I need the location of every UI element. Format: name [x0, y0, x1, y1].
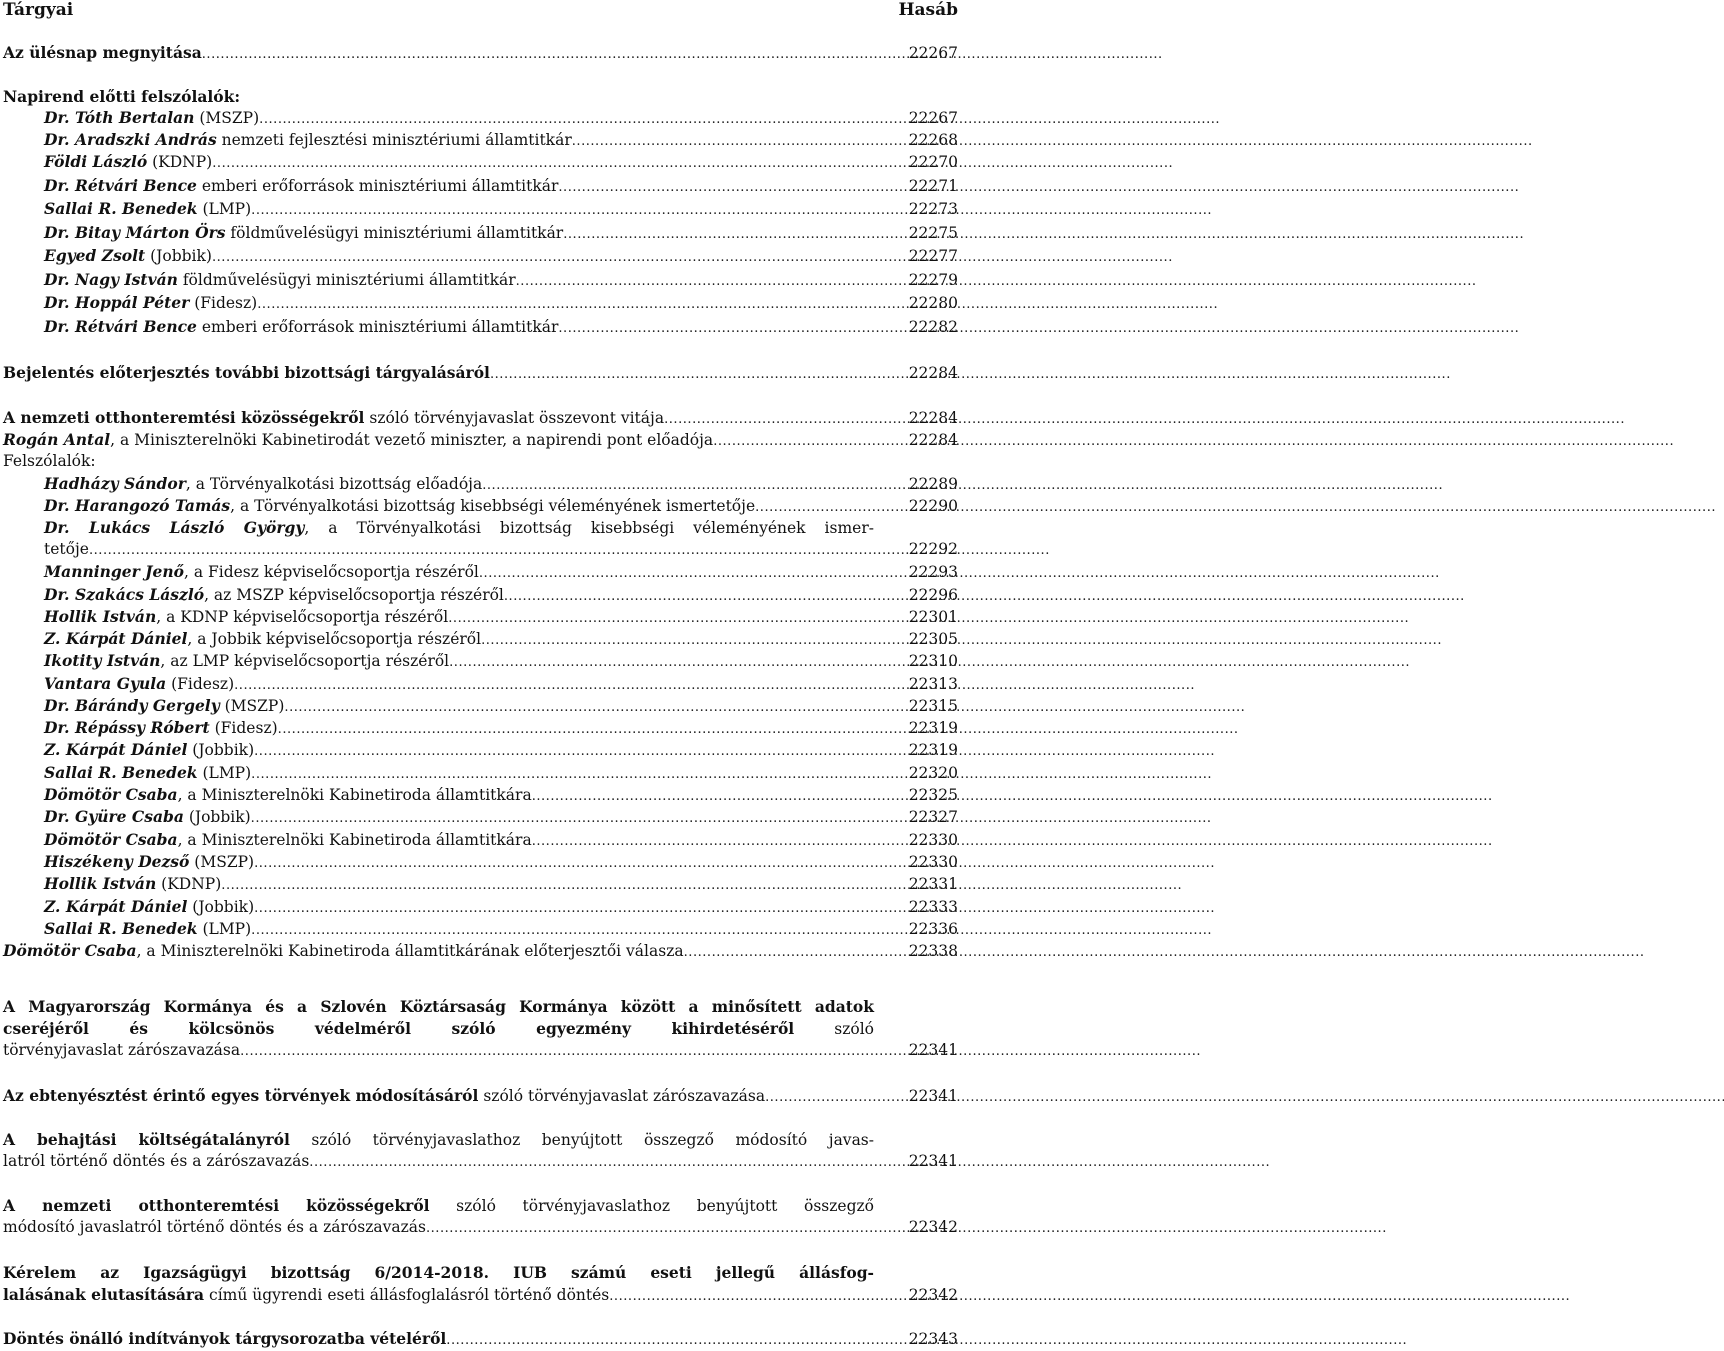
entry-emphasis: Z. Kárpát Dániel	[44, 629, 188, 648]
toc-entry[interactable]	[44, 292, 958, 315]
column-number: 22292	[908, 540, 958, 558]
entry-text: szóló törvényjavaslat összevont vitája	[364, 409, 665, 427]
column-number: 22336	[908, 920, 958, 938]
column-number: 22275	[908, 224, 958, 242]
entry-text: (KDNP)	[156, 875, 222, 893]
entry-text: , a Jobbik képviselőcsoportja részéről	[187, 630, 482, 648]
entry-title	[3, 407, 664, 429]
entry-emphasis: Egyed Zsolt	[44, 246, 146, 265]
column-number: 22310	[908, 652, 958, 670]
entry-title	[3, 42, 202, 64]
column-number: 22282	[908, 318, 958, 336]
column-number: 22279	[908, 271, 958, 289]
entry-title	[44, 269, 516, 291]
dot-leader	[479, 562, 908, 584]
entry-text: szóló törvényjavaslathoz benyújtott összegző módosító javas-	[289, 1131, 875, 1149]
toc-entry[interactable]	[44, 222, 958, 245]
entry-title	[44, 606, 448, 628]
entry-emphasis: Dr. Bárándy Gergely	[44, 696, 220, 715]
header-subjects: Tárgyai	[3, 0, 74, 20]
dot-leader	[251, 199, 908, 221]
entry-emphasis: Hollik István	[44, 874, 157, 893]
dot-leader	[251, 919, 908, 941]
entry-title	[3, 1085, 765, 1107]
entry-emphasis: Dr. Nagy István	[44, 270, 178, 289]
dot-leader	[251, 807, 908, 829]
toc-entry[interactable]	[44, 561, 958, 584]
entry-text: latról történő döntés és a zárószavazás	[3, 1152, 310, 1170]
entry-text: , a Törvényalkotási bizottság kisebbségi véleményének ismertetője	[230, 497, 756, 515]
entry-emphasis: Z. Kárpát Dániel	[44, 740, 188, 759]
entry-title	[44, 896, 254, 918]
entry-title	[44, 829, 532, 851]
entry-text: (MSZP)	[189, 853, 255, 871]
entry-text: (Fidesz)	[189, 294, 258, 312]
dot-leader	[532, 785, 908, 807]
entry-text: emberi erőforrások minisztériumi államtitkár	[196, 318, 559, 336]
toc-entry[interactable]	[44, 129, 958, 152]
entry-emphasis: Napirend előtti felszólalók:	[3, 87, 241, 106]
entry-title	[3, 429, 713, 451]
toc-entry[interactable]	[44, 495, 958, 518]
column-number: 22271	[908, 177, 958, 195]
column-number: 22315	[908, 697, 958, 715]
entry-title	[44, 873, 221, 895]
entry-text: szóló törvényjavaslat zárószavazása	[478, 1087, 766, 1105]
entry-title	[3, 362, 490, 384]
entry-title	[44, 584, 504, 606]
entry-emphasis: Dr. Gyüre Csaba	[44, 807, 184, 826]
entry-text: , a Törvényalkotási bizottság előadója	[185, 475, 483, 493]
toc-entry[interactable]	[3, 42, 958, 65]
toc-entry-multiline[interactable]	[3, 1262, 958, 1307]
entry-title-lines	[3, 1195, 874, 1217]
toc-entry[interactable]	[44, 918, 958, 941]
entry-title	[44, 806, 251, 828]
toc-entry-multiline[interactable]	[3, 1129, 958, 1173]
header-column: Hasáb	[898, 0, 958, 20]
entry-emphasis: Dömötör Csaba	[44, 785, 178, 804]
toc-entry[interactable]	[44, 873, 958, 896]
dot-leader	[284, 696, 907, 718]
toc-entry[interactable]	[44, 107, 958, 130]
entry-text: Felszólalók:	[3, 452, 96, 470]
dot-leader	[254, 897, 908, 919]
toc-entry[interactable]	[44, 717, 958, 740]
toc-entry[interactable]	[44, 473, 958, 496]
column-number: 22330	[908, 853, 958, 871]
entry-title	[44, 245, 212, 267]
toc-entry[interactable]	[44, 650, 958, 673]
entry-text: (Jobbik)	[187, 898, 255, 916]
toc-entry[interactable]	[44, 151, 958, 174]
entry-title-last-line	[3, 1284, 609, 1306]
toc-entry-multiline[interactable]	[44, 517, 958, 561]
entry-title	[44, 198, 251, 220]
entry-title-lines	[3, 1129, 874, 1151]
entry-title	[44, 222, 563, 244]
toc-entry[interactable]	[44, 739, 958, 762]
entry-title	[44, 292, 257, 314]
dot-leader	[609, 1285, 907, 1307]
entry-emphasis: Ikotity István	[44, 651, 161, 670]
entry-text: szóló törvényjavaslathoz benyújtott összegző	[429, 1197, 874, 1215]
toc-entry[interactable]	[44, 695, 958, 718]
dot-leader	[234, 674, 908, 696]
entry-text: tetője	[44, 540, 89, 558]
column-number: 22305	[908, 630, 958, 648]
column-number: 22327	[908, 808, 958, 826]
column-number: 22325	[908, 786, 958, 804]
entry-title	[44, 695, 284, 717]
dot-leader	[202, 43, 908, 65]
toc-entry[interactable]	[44, 175, 958, 198]
entry-title-last-line	[3, 1151, 309, 1172]
entry-title	[44, 628, 481, 650]
entry-text: , a Miniszterelnöki Kabinetiroda államtitkára	[177, 831, 532, 849]
toc-entry[interactable]	[44, 851, 958, 874]
entry-title-lines	[44, 517, 874, 539]
column-number: 22319	[908, 741, 958, 759]
toc-entry-multiline[interactable]	[3, 996, 958, 1062]
entry-emphasis: Dr. Aradszki András	[44, 130, 217, 149]
column-number: 22277	[908, 247, 958, 265]
entry-title	[44, 129, 572, 151]
toc-entry[interactable]	[44, 584, 958, 607]
dot-leader	[532, 830, 908, 852]
entry-emphasis: Dömötör Csaba	[3, 941, 137, 960]
dot-leader	[212, 246, 908, 268]
entry-title	[3, 86, 240, 108]
entry-title-lines	[3, 996, 874, 1040]
dot-leader	[278, 718, 908, 740]
entry-title	[44, 107, 259, 129]
dot-leader	[257, 293, 907, 315]
entry-title-lines	[3, 1262, 874, 1284]
dot-leader	[221, 874, 907, 896]
entry-text: , a KDNP képviselőcsoportja részéről	[156, 608, 449, 626]
entry-emphasis: Hadházy Sándor	[44, 474, 186, 493]
entry-emphasis: Hollik István	[44, 607, 157, 626]
dot-leader	[448, 607, 907, 629]
entry-text: , az MSZP képviselőcsoportja részéről	[204, 586, 504, 604]
dot-leader	[481, 629, 908, 651]
dot-leader	[212, 152, 907, 174]
entry-text: (Jobbik)	[183, 808, 251, 826]
entry-title	[44, 495, 755, 517]
toc-entry[interactable]	[44, 628, 958, 651]
toc-entry[interactable]	[44, 245, 958, 268]
column-number: 22284	[908, 364, 958, 382]
column-number: 22342	[908, 1286, 958, 1304]
toc-entry[interactable]	[3, 86, 958, 108]
entry-title	[44, 717, 278, 739]
dot-leader	[558, 176, 907, 198]
dot-leader	[89, 539, 908, 561]
dot-leader	[446, 1329, 907, 1351]
toc-entry[interactable]	[44, 316, 958, 339]
column-number: 22284	[908, 431, 958, 449]
entry-emphasis: Dr. Rétvári Bence	[44, 176, 197, 195]
column-number: 22289	[908, 475, 958, 493]
entry-emphasis: Dr. Harangozó Tamás	[44, 496, 231, 515]
entry-emphasis: A behajtási költségátalányról	[3, 1130, 290, 1149]
dot-leader	[684, 941, 908, 963]
dot-leader	[254, 852, 908, 874]
entry-text: , az LMP képviselőcsoportja részéről	[160, 652, 450, 670]
column-number: 22267	[908, 109, 958, 127]
toc-entry[interactable]	[44, 896, 958, 919]
entry-text: (LMP)	[197, 200, 252, 218]
entry-emphasis: Sallai R. Benedek	[44, 763, 198, 782]
entry-emphasis: Kérelem az Igazságügyi bizottság 6/2014-2018. IUB számú eseti jellegű állásfog-	[3, 1263, 874, 1282]
entry-title	[44, 650, 449, 672]
dot-leader	[572, 130, 908, 152]
toc-entry[interactable]	[3, 407, 958, 430]
entry-text: (LMP)	[197, 920, 252, 938]
dot-leader	[259, 108, 908, 130]
entry-title	[44, 316, 558, 338]
entry-title	[44, 762, 251, 784]
dot-leader	[449, 651, 908, 673]
dot-leader	[504, 585, 908, 607]
toc-entry[interactable]	[44, 269, 958, 292]
column-number: 22280	[908, 294, 958, 312]
column-number: 22341	[908, 1041, 958, 1059]
dot-leader	[254, 740, 908, 762]
entry-emphasis: Dr. Hoppál Péter	[44, 293, 190, 312]
dot-leader	[563, 223, 907, 245]
toc-entry[interactable]	[44, 606, 958, 629]
toc-entry[interactable]	[3, 362, 958, 385]
entry-title	[44, 739, 254, 761]
entry-text: földművelésügyi minisztériumi államtitkár	[177, 271, 516, 289]
toc-entry[interactable]	[44, 198, 958, 221]
entry-emphasis: Bejelentés előterjesztés további bizottsági tárgyalásáról	[3, 363, 490, 382]
entry-emphasis: Dr. Rétvári Bence	[44, 317, 197, 336]
column-number: 22338	[908, 942, 958, 960]
toc-entry[interactable]	[44, 829, 958, 852]
entry-text: módosító javaslatról történő döntés és a zárószavazás	[3, 1218, 426, 1236]
entry-emphasis: Dr. Répássy Róbert	[44, 718, 210, 737]
entry-text: földművelésügyi minisztériumi államtitkár	[225, 224, 564, 242]
entry-text: törvényjavaslat zárószavazása	[3, 1041, 241, 1059]
entry-title-last-line	[44, 539, 89, 560]
column-number: 22270	[908, 153, 958, 171]
column-number: 22330	[908, 831, 958, 849]
column-number: 22341	[908, 1152, 958, 1170]
toc-entry[interactable]	[3, 451, 958, 472]
toc-entry[interactable]	[44, 806, 958, 829]
dot-leader	[426, 1217, 908, 1239]
column-number: 22320	[908, 764, 958, 782]
entry-text: , a Miniszterelnöki Kabinetiroda államtitkára	[177, 786, 532, 804]
toc-entry[interactable]	[44, 762, 958, 785]
entry-emphasis: Hiszékeny Dezső	[44, 852, 190, 871]
entry-text: (MSZP)	[219, 697, 285, 715]
entry-title	[44, 561, 479, 583]
dot-leader	[713, 430, 908, 452]
column-number: 22296	[908, 586, 958, 604]
entry-emphasis: Földi László	[44, 152, 148, 171]
column-number: 22290	[908, 497, 958, 515]
entry-emphasis: Sallai R. Benedek	[44, 919, 198, 938]
entry-title	[44, 784, 532, 806]
entry-text: , a Fidesz képviselőcsoportja részéről	[183, 563, 479, 581]
entry-text: (KDNP)	[147, 153, 213, 171]
entry-emphasis: Z. Kárpát Dániel	[44, 897, 188, 916]
entry-emphasis: Dr. Szakács László	[44, 585, 205, 604]
dot-leader	[755, 496, 908, 518]
entry-title	[3, 1328, 446, 1350]
entry-emphasis: Döntés önálló indítványok tárgysorozatba vételéről	[3, 1329, 447, 1348]
toc-entry[interactable]	[44, 784, 958, 807]
dot-leader	[664, 408, 908, 430]
entry-title	[44, 851, 254, 873]
entry-text: (Fidesz)	[209, 719, 278, 737]
entry-text: című ügyrendi eseti állásfoglalásról történő döntés	[204, 1286, 610, 1304]
entry-text: emberi erőforrások minisztériumi államtitkár	[196, 177, 559, 195]
entry-title	[3, 940, 684, 962]
toc-entry[interactable]	[44, 673, 958, 696]
entry-title	[44, 673, 234, 695]
column-number: 22319	[908, 719, 958, 737]
entry-emphasis: A nemzeti otthonteremtési közösségekről	[3, 1196, 430, 1215]
column-number: 22273	[908, 200, 958, 218]
entry-text: , a Miniszterelnöki Kabinetiroda államtitkárának előterjesztői válasza	[136, 942, 684, 960]
entry-emphasis: Az ebtenyésztést érintő egyes törvények módosításáról	[3, 1086, 479, 1105]
entry-emphasis: Sallai R. Benedek	[44, 199, 198, 218]
entry-emphasis: Dr. Tóth Bertalan	[44, 108, 195, 127]
entry-text: (LMP)	[197, 764, 252, 782]
dot-leader	[251, 763, 908, 785]
dot-leader	[490, 363, 908, 385]
column-number: 22301	[908, 608, 958, 626]
entry-emphasis: lalásának elutasítására	[3, 1285, 205, 1304]
entry-emphasis: Dr. Lukács László György	[44, 518, 305, 537]
entry-text: (Jobbik)	[145, 247, 212, 265]
toc-entry[interactable]	[3, 1085, 958, 1108]
column-number: 22293	[908, 563, 958, 581]
column-number: 22267	[908, 44, 958, 62]
column-number: 22313	[908, 675, 958, 693]
entry-title-last-line	[3, 1040, 240, 1061]
entry-text: (MSZP)	[194, 109, 260, 127]
entry-text: nemzeti fejlesztési minisztériumi államtitkár	[216, 131, 572, 149]
entry-title	[44, 473, 482, 495]
dot-leader	[558, 317, 907, 339]
entry-emphasis: Az ülésnap megnyitása	[3, 43, 202, 62]
toc-entry[interactable]	[3, 1328, 958, 1351]
dot-leader	[516, 270, 908, 292]
entry-text: szóló	[794, 1020, 874, 1038]
column-number: 22284	[908, 409, 958, 427]
column-number: 22342	[908, 1218, 958, 1236]
toc-entry[interactable]	[3, 429, 958, 452]
entry-emphasis: A nemzeti otthonteremtési közösségekről	[3, 408, 365, 427]
entry-text: (Jobbik)	[187, 741, 255, 759]
entry-text: (Fidesz)	[166, 675, 235, 693]
entry-emphasis: Dömötör Csaba	[44, 830, 178, 849]
toc-entry[interactable]	[3, 940, 958, 963]
column-number: 22341	[908, 1087, 958, 1105]
entry-title	[44, 918, 251, 940]
entry-title-last-line	[3, 1217, 426, 1238]
entry-emphasis: Dr. Bitay Márton Örs	[44, 223, 226, 242]
dot-leader	[309, 1151, 907, 1173]
column-number: 22268	[908, 131, 958, 149]
dot-leader	[240, 1040, 908, 1062]
entry-emphasis: Vantara Gyula	[44, 674, 167, 693]
column-number: 22333	[908, 898, 958, 916]
dot-leader	[765, 1086, 908, 1108]
entry-title	[44, 151, 212, 173]
entry-emphasis: A Magyarország Kormánya és a Szlovén Köztársaság Kormánya között a minősített adatok cseréjéről és kölcsönös védelméről szóló egyezmény kihirdetéséről	[3, 997, 874, 1038]
entry-emphasis: Manninger Jenő	[44, 562, 184, 581]
column-number: 22343	[908, 1330, 958, 1348]
column-number: 22331	[908, 875, 958, 893]
entry-title	[3, 451, 96, 472]
entry-title	[44, 175, 558, 197]
entry-text: , a Törvényalkotási bizottság kisebbségi véleményének ismer-	[304, 519, 874, 537]
toc-header	[3, 0, 958, 22]
dot-leader	[482, 474, 907, 496]
entry-text: , a Miniszterelnöki Kabinetirodát vezető miniszter, a napirendi pont előadója	[110, 431, 714, 449]
entry-emphasis: Rogán Antal	[3, 430, 111, 449]
toc-entry-multiline[interactable]	[3, 1195, 958, 1239]
